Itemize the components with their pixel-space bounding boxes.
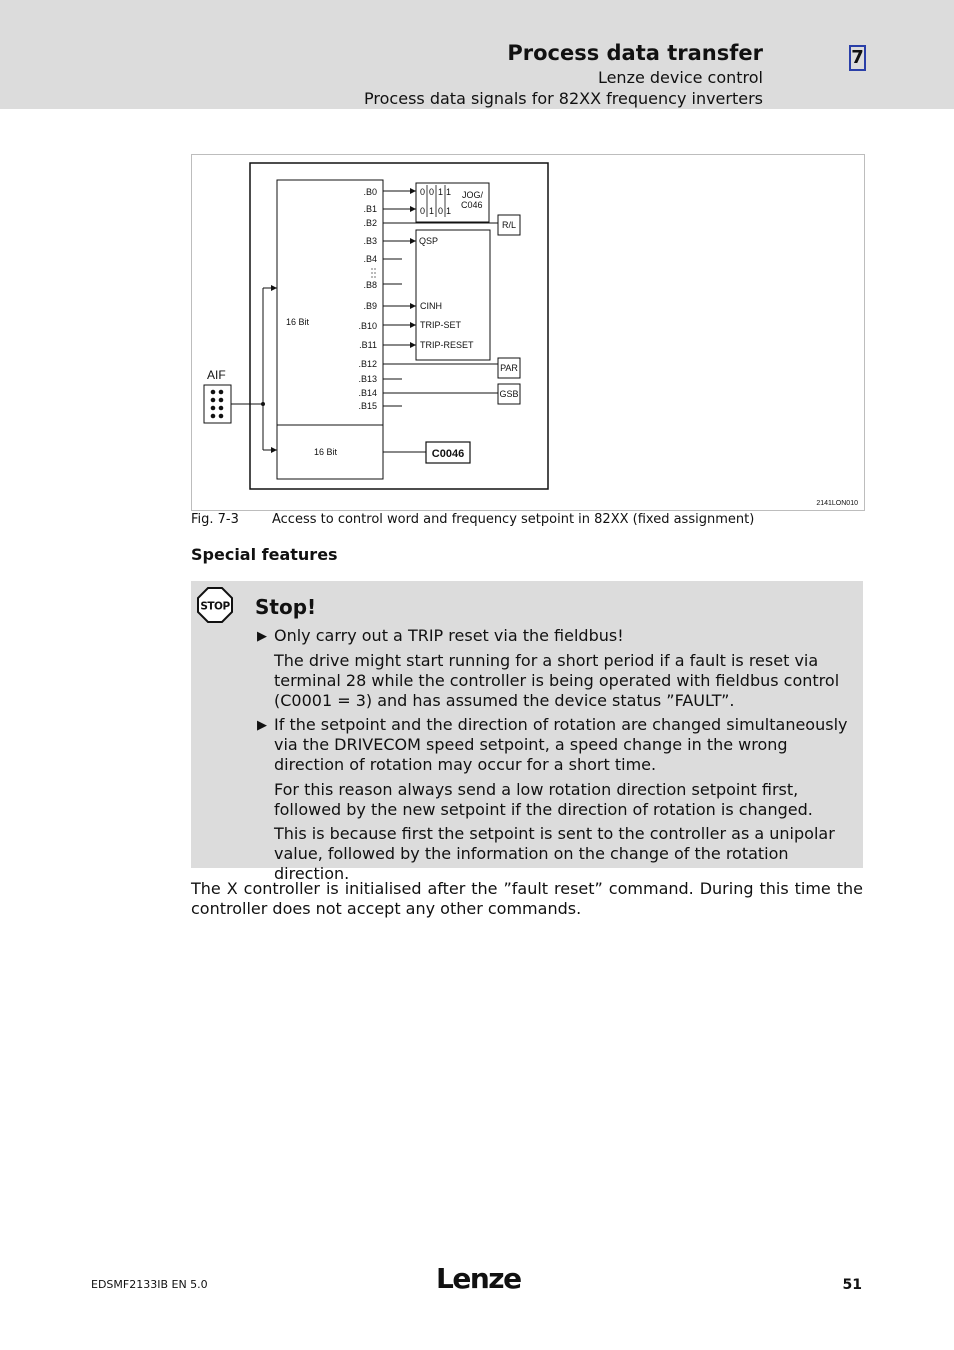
page-subtitle-2: Process data signals for 82XX frequency inverters: [364, 89, 763, 108]
bullet-arrow-icon: ▶: [257, 718, 267, 733]
jog-label-1: JOG/: [462, 190, 484, 200]
figure-number: Fig. 7-3: [191, 512, 239, 527]
bit-b2: .B2: [363, 218, 377, 228]
cinh-label: CINH: [420, 301, 442, 311]
word2-label: 16 Bit: [314, 447, 338, 457]
bit-b1: .B1: [363, 204, 377, 214]
bit-b9: .B9: [363, 301, 377, 311]
stop-warning-box: [191, 581, 863, 883]
figure-caption-text: Access to control word and frequency setpoint in 82XX (fixed assignment): [272, 512, 755, 527]
stop-title: Stop!: [255, 595, 317, 619]
aif-connector-icon: [204, 385, 231, 423]
page-title: Process data transfer: [507, 41, 763, 65]
trip-set-label: TRIP-SET: [420, 320, 462, 330]
c0046-label: C0046: [431, 448, 465, 460]
document-id: EDSMF2133IB EN 5.0: [91, 1278, 208, 1291]
stop-bullet-2: If the setpoint and the direction of rotation are changed simultaneously via the DRIVECOM speed setpoint, a speed change in the wrong direction of rotation may occur for a short time.: [274, 715, 848, 774]
bit-b8: .B8: [363, 280, 377, 290]
bit-b15: .B15: [358, 401, 377, 411]
word1-label: 16 Bit: [286, 317, 310, 327]
page-number: 51: [842, 1277, 862, 1293]
bit-b0: .B0: [363, 187, 377, 197]
control-word-diagram: [192, 155, 864, 510]
bit-b10: .B10: [358, 321, 377, 331]
figure-diagram: [191, 154, 865, 511]
bit-b13: .B13: [358, 374, 377, 384]
jog-bit-r2-3: 1: [446, 206, 452, 216]
chapter-number: 7: [849, 45, 866, 71]
jog-bit-r1-2: 1: [438, 187, 444, 197]
jog-label-2: C046: [461, 200, 483, 210]
gsb-label: GSB: [499, 389, 519, 399]
stop-icon: [196, 586, 234, 624]
bit-b3: .B3: [363, 236, 377, 246]
jog-bit-r2-1: 1: [429, 206, 435, 216]
stop-bullet-1: Only carry out a TRIP reset via the fieldbus!: [274, 626, 624, 645]
body-paragraph: The X controller is initialised after the ”fault reset” command. During this time the controller does not accept any other commands.: [191, 879, 863, 918]
section-heading: Special features: [191, 545, 338, 564]
trip-reset-label: TRIP-RESET: [420, 340, 474, 350]
qsp-label: QSP: [419, 236, 439, 246]
jog-bit-r1-0: 0: [420, 187, 426, 197]
jog-bit-r2-2: 0: [438, 206, 444, 216]
par-label: PAR: [500, 363, 518, 373]
lenze-logo: Lenze: [436, 1262, 521, 1295]
page-subtitle-1: Lenze device control: [597, 68, 763, 87]
bit-b12: .B12: [358, 359, 377, 369]
bit-b11: .B11: [359, 340, 377, 350]
stop-paragraph-3: This is because first the setpoint is sent to the controller as a unipolar value, followed by the information on the change of the rotation direction.: [274, 824, 835, 883]
stop-paragraph-2: For this reason always send a low rotation direction setpoint first, followed by the new setpoint if the direction of rotation is changed.: [274, 780, 813, 819]
rl-label: R/L: [501, 220, 517, 230]
bit-b4: .B4: [363, 254, 377, 264]
stop-paragraph-1: The drive might start running for a short period if a fault is reset via terminal 28 while the controller is being operated with fieldbus control (C0001 = 3) and has assumed the device status ”FAULT”.: [274, 651, 840, 710]
bit-b14: .B14: [358, 388, 377, 398]
jog-bit-r1-1: 0: [429, 187, 435, 197]
stop-icon-text: STOP: [200, 600, 230, 613]
drawing-id: 2141LON010: [816, 500, 858, 507]
jog-bit-r2-0: 0: [420, 206, 426, 216]
jog-bit-r1-3: 1: [446, 187, 452, 197]
bullet-arrow-icon: ▶: [257, 629, 267, 644]
aif-label: AIF: [207, 368, 226, 382]
